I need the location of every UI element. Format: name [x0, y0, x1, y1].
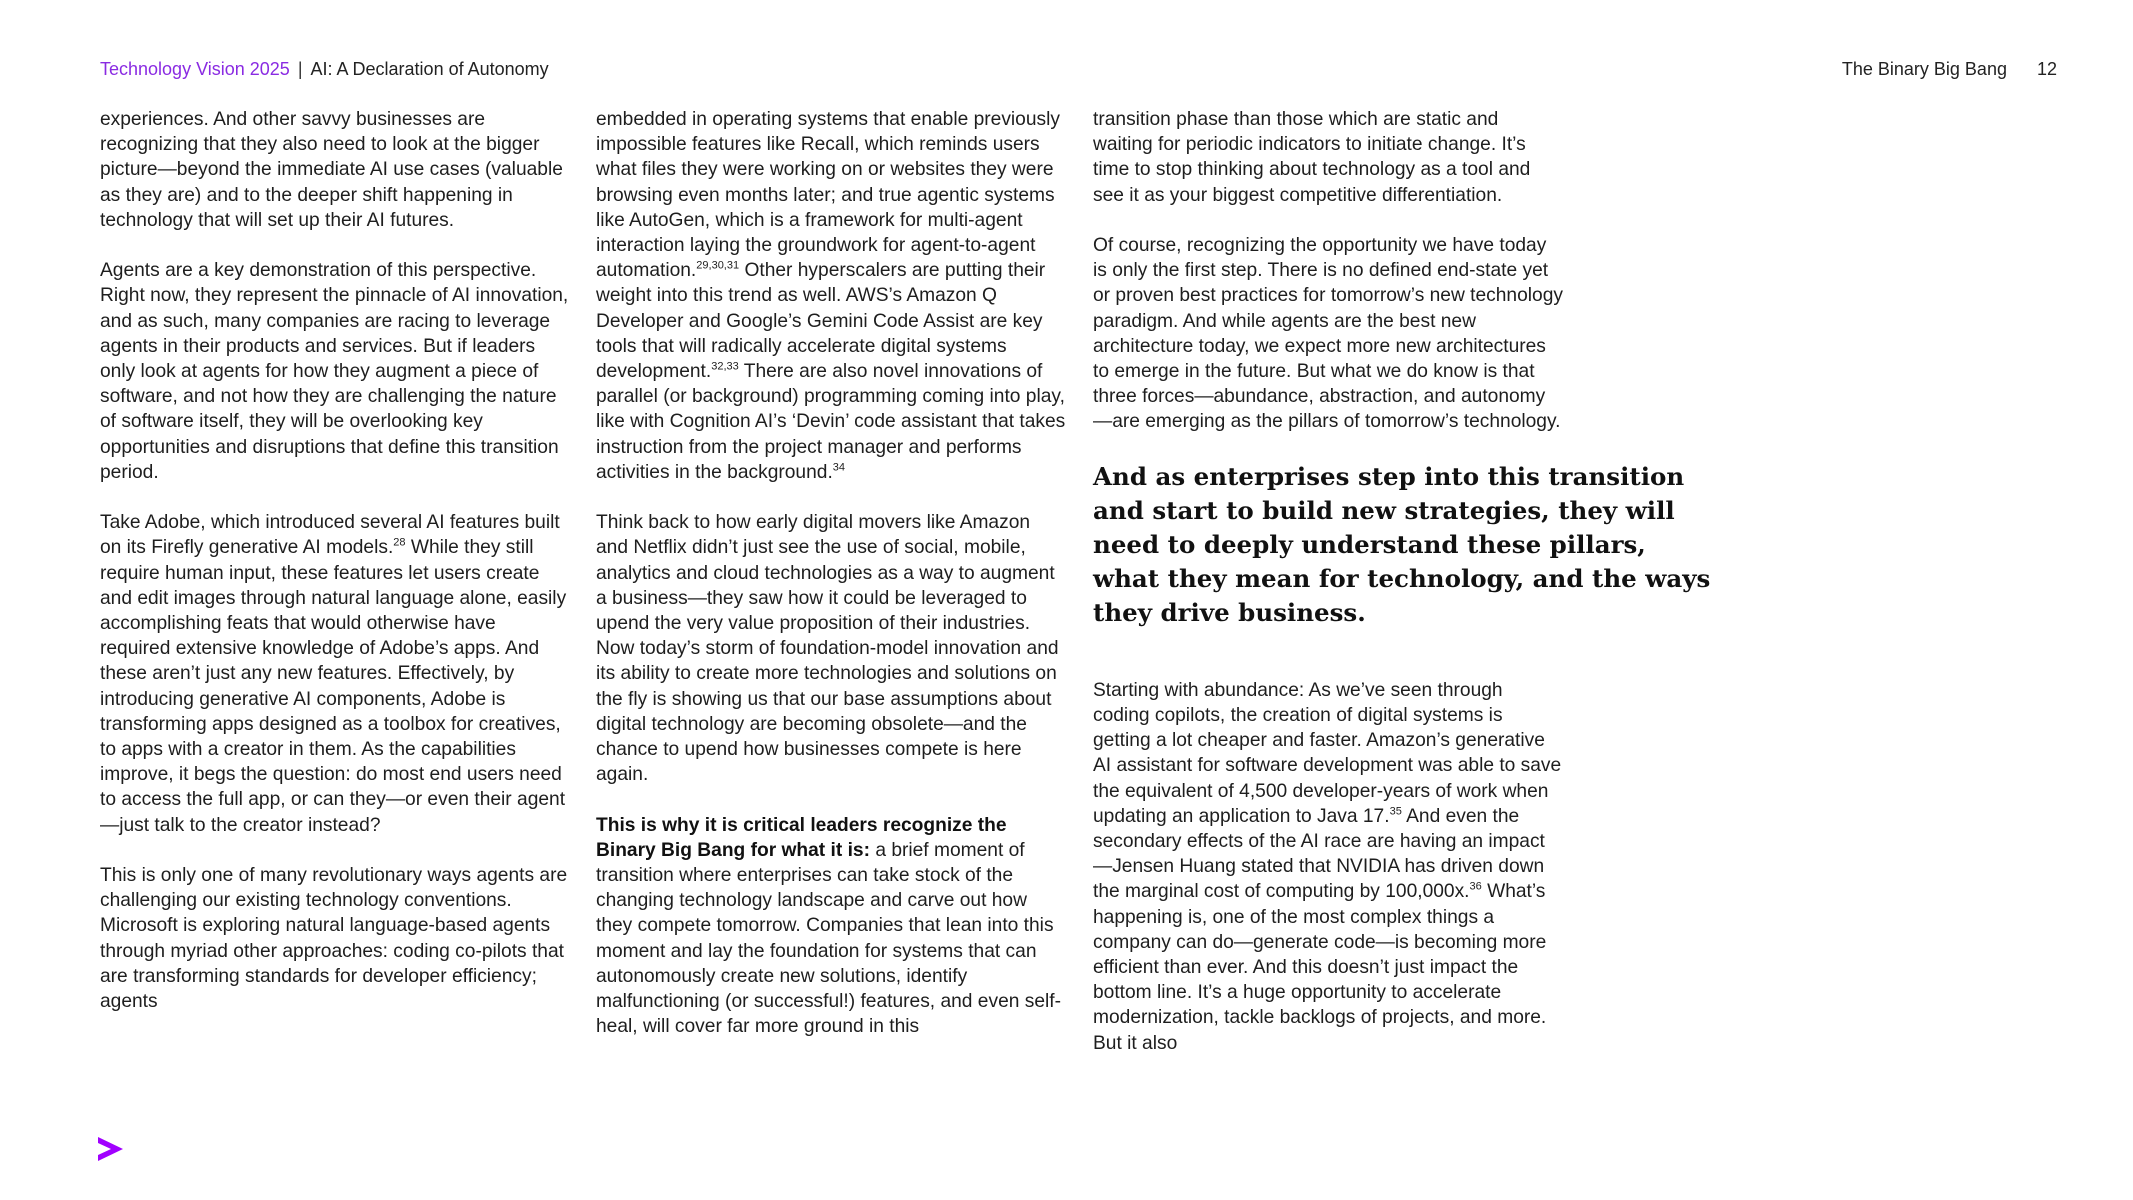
paragraph-text: Other hyperscalers are putting their weight into this trend as well. AWS’s Amazon Q Developer and Google’s Gemini Code Assist are key tools that will radically accelerate digital systems development.	[596, 260, 1046, 383]
paragraph: Agents are a key demonstration of this perspective. Right now, they represent the pinnacle of AI innovation, and as such, many companies are racing to leverage agents in their products and services. But if leaders only look at agents for how they augment a piece of software, and not how they are challenging the nature of software itself, they will be overlooking key opportunities and disruptions that define this transition period.	[100, 260, 569, 483]
paragraph: This is only one of many revolutionary ways agents are challenging our existing technology conventions. Microsoft is exploring natural language-based agents through myriad other approaches: coding co-pilots that are transforming standards for developer efficiency; agents	[100, 865, 568, 1013]
paragraph	[1093, 678, 1563, 1056]
paragraph: Of course, recognizing the opportunity we have today is only the first step. There is no defined end-state yet or proven best practices for tomorrow’s new technology paradigm. And while agents are the best new architecture today, we expect more new architectures to emerge in the future. But what we do know is that three forces—abundance, abstraction, and autonomy—are emerging as the pillars of tomorrow’s technology.	[1093, 235, 1563, 433]
paragraph-text: And even the secondary effects of the AI race are having an impact—Jensen Huang stated that NVIDIA has driven down the marginal cost of computing by 100,000x.	[1093, 805, 1545, 903]
text-column-2	[596, 107, 1066, 1065]
report-document-title: AI: A Declaration of Autonomy	[310, 59, 549, 79]
footnote-ref: 34	[832, 461, 846, 474]
paragraph-text: a brief moment of transition where enterprises can take stock of the changing technology landscape and carve out how they compete tomorrow. Companies that lean into this moment and lay the foundation for systems that can autonomously create new solutions, identify malfunctioning (or successful!) features, and even self-heal, will cover far more ground in this	[596, 839, 1061, 1038]
logo-chevron-shape	[98, 1137, 123, 1161]
footnote-ref: 28	[393, 537, 406, 550]
paragraph: experiences. And other savvy businesses are recognizing that they also need to look at the bigger picture—beyond the immediate AI use cases (valuable as they are) and to the deeper shift happening in technology that will set up their AI futures.	[100, 109, 563, 231]
footnote-ref: 35	[1389, 805, 1402, 818]
paragraph: transition phase than those which are static and waiting for periodic indicators to initiate change. It’s time to stop thinking about technology as a tool and see it as your biggest competitive differentiation.	[1093, 109, 1531, 206]
report-series-title: Technology Vision 2025	[100, 59, 290, 79]
paragraph-text: Take Adobe, which introduced several AI features built on its Firefly generative AI models.	[100, 512, 560, 559]
bold-lead-in: This is why it is critical leaders recognize the Binary Big Bang for what it is:	[596, 814, 1007, 861]
text-column-1	[100, 107, 570, 1039]
paragraph-text: Starting with abundance: As we’ve seen through coding copilots, the creation of digital systems is getting a lot cheaper and faster. Amazon’s generative AI assistant for software development was able to save the equivalent of 4,500 developer-years of work when updating an application to Java 17.	[1093, 679, 1562, 827]
paragraph-text: What’s happening is, one of the most complex things a company can do—generate code—is becoming more efficient than ever. And this doesn’t just impact the bottom line. It’s a huge opportunity to accelerate modernization, tackle backlogs of projects, and more. But it also	[1093, 881, 1547, 1054]
pull-quote: And as enterprises step into this transition and start to build new strategies, they will need to deeply understand these pillars, what they mean for technology, and the ways they drive business.	[1093, 461, 1711, 627]
header-separator: |	[297, 59, 303, 79]
paragraph	[100, 510, 570, 838]
page-number: 12	[2036, 59, 2057, 79]
paragraph	[596, 107, 1066, 485]
chevron-logo-icon	[96, 1136, 124, 1162]
section-title: The Binary Big Bang	[1841, 59, 2007, 79]
page-header-right	[1842, 57, 2057, 81]
footnote-ref: 29,30,31	[696, 259, 740, 272]
paragraph	[596, 813, 1066, 1040]
paragraph-text: There are also novel innovations of parallel (or background) programming coming into play, like with Cognition AI’s ‘Devin’ code assistant that takes instruction from the project manager and performs activities in the background.	[596, 361, 1066, 483]
page-header-left	[100, 57, 549, 81]
paragraph-text: embedded in operating systems that enable previously impossible features like Recall, which reminds users what files they were working on or websites they were browsing even months later; and true agentic systems like AutoGen, which is a framework for multi-agent interaction laying the groundwork for agent-to-agent automation.	[596, 109, 1060, 282]
text-column-3	[1093, 107, 1711, 1081]
footnote-ref: 32,33	[711, 360, 739, 373]
paragraph-text: While they still require human input, these features let users create and edit images through natural language alone, easily accomplishing feats that would otherwise have required extensive knowledge of Adobe’s apps. And these aren’t just any new features. Effectively, by introducing generative AI components, Adobe is transforming apps designed as a toolbox for creatives, to apps with a creator in them. As the capabilities improve, it begs the question: do most end users need to access the full app, or can they—or even their agent—just talk to the creator instead?	[100, 537, 567, 836]
footnote-ref: 36	[1469, 881, 1482, 894]
paragraph: Think back to how early digital movers like Amazon and Netflix didn’t just see the use of social, mobile, analytics and cloud technologies as a way to augment a business—they saw how it could be leveraged to upend the very value proposition of their industries. Now today’s storm of foundation-model innovation and its ability to create more technologies and solutions on the fly is showing us that our base assumptions about digital technology are becoming obsolete—and the chance to upend how businesses compete is here again.	[596, 512, 1059, 786]
